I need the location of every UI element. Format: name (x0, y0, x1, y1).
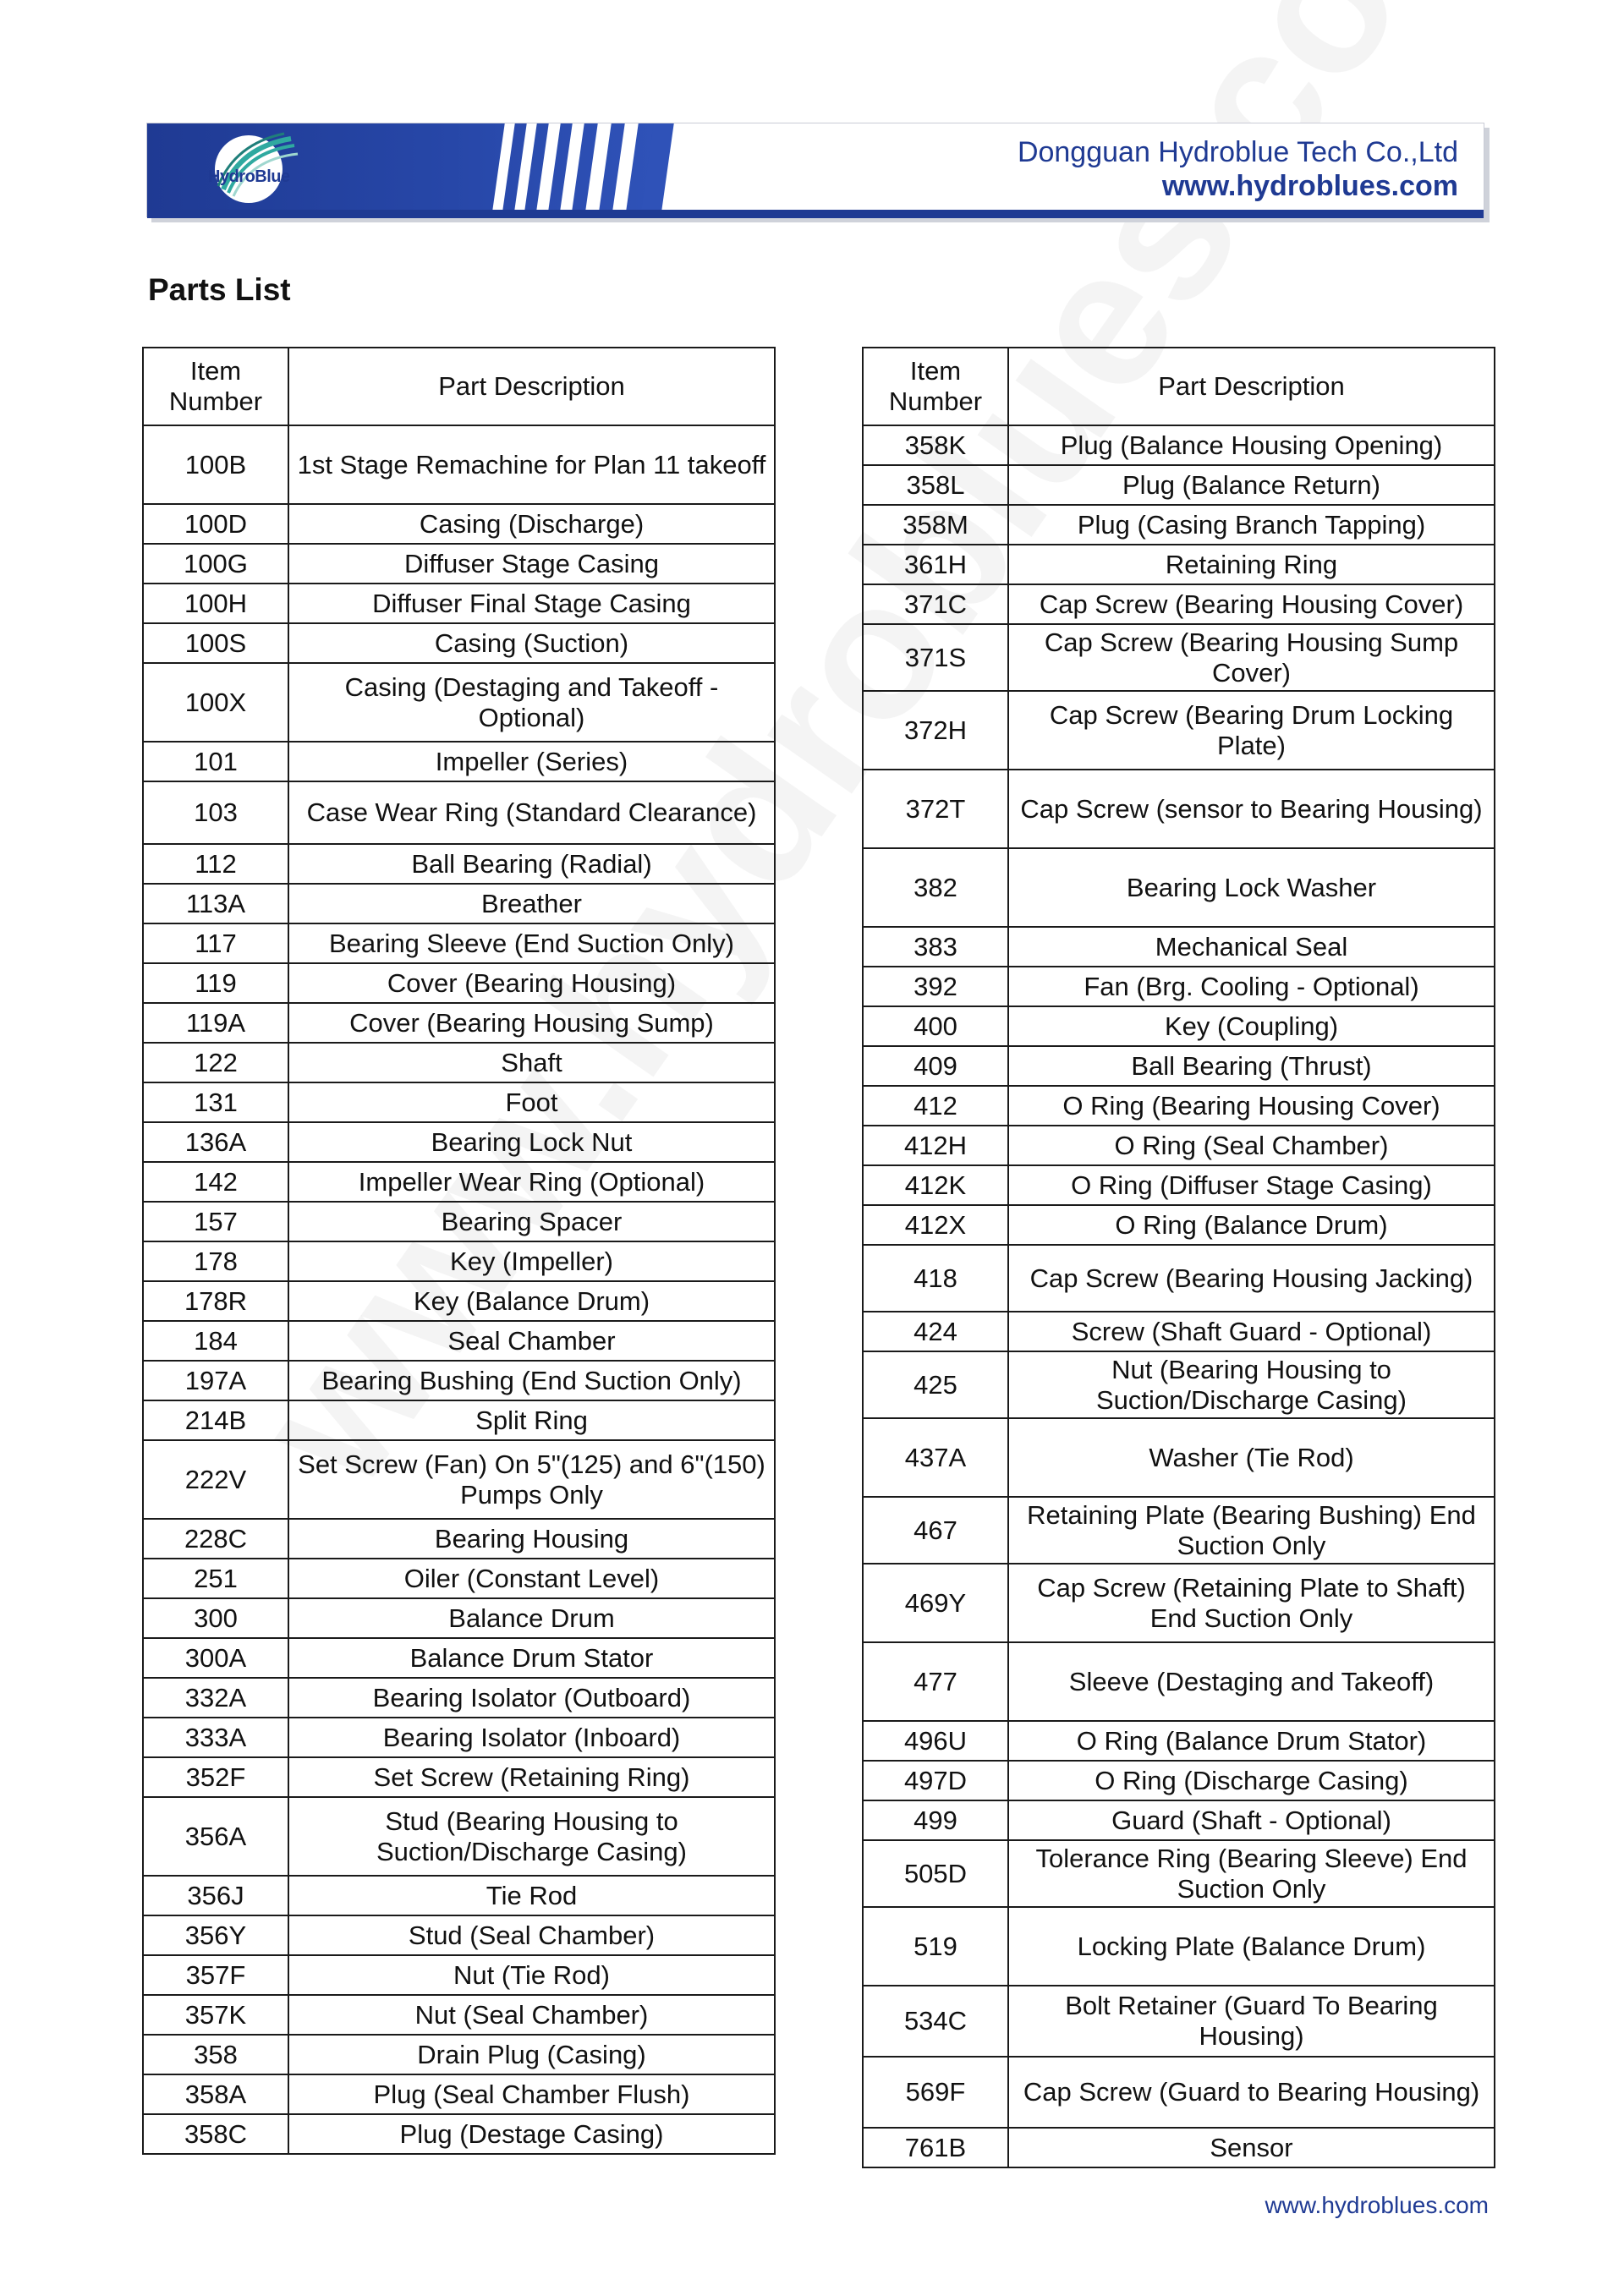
item-number-cell: 361H (863, 545, 1008, 584)
item-number-cell: 228C (143, 1519, 288, 1559)
part-description-cell: Cap Screw (Bearing Drum Locking Plate) (1008, 691, 1495, 770)
table-row (143, 1797, 775, 1876)
item-number-cell: 178 (143, 1241, 288, 1281)
table-row (143, 1082, 775, 1122)
parts-table-left (142, 347, 776, 2155)
item-number-header: Item Number (143, 348, 288, 425)
item-number-cell: 251 (143, 1559, 288, 1598)
item-number-cell: 100D (143, 504, 288, 544)
item-number-cell: 358K (863, 425, 1008, 465)
part-description-cell: O Ring (Balance Drum) (1008, 1205, 1495, 1245)
item-number-cell: 197A (143, 1361, 288, 1400)
item-number-cell: 534C (863, 1986, 1008, 2057)
part-description-cell: Bearing Lock Washer (1008, 848, 1495, 927)
parts-table-right-body (863, 425, 1495, 2167)
item-number-cell: 113A (143, 884, 288, 923)
item-number-cell: 424 (863, 1312, 1008, 1351)
part-description-cell: Bearing Lock Nut (288, 1122, 775, 1162)
table-row (863, 967, 1495, 1006)
table-row (863, 1840, 1495, 1907)
table-row (143, 584, 775, 623)
part-description-cell: Cap Screw (Bearing Housing Jacking) (1008, 1245, 1495, 1312)
table-row (143, 663, 775, 742)
table-row (143, 1361, 775, 1400)
table-header-row (143, 348, 775, 425)
table-row (863, 1006, 1495, 1046)
table-row (863, 1351, 1495, 1418)
part-description-cell: Sensor (1008, 2128, 1495, 2167)
item-number-cell: 214B (143, 1400, 288, 1440)
table-row (863, 1761, 1495, 1800)
part-description-cell: Drain Plug (Casing) (288, 2035, 775, 2074)
part-description-cell: Cap Screw (Guard to Bearing Housing) (1008, 2057, 1495, 2128)
part-description-cell: Bolt Retainer (Guard To Bearing Housing) (1008, 1986, 1495, 2057)
table-row (143, 742, 775, 781)
table-row (863, 1721, 1495, 1761)
table-row (863, 1564, 1495, 1642)
table-row (143, 2035, 775, 2074)
item-number-cell: 178R (143, 1281, 288, 1321)
part-description-cell: Nut (Seal Chamber) (288, 1995, 775, 2035)
part-description-cell: Shaft (288, 1043, 775, 1082)
parts-table-right (862, 347, 1495, 2168)
item-number-cell: 117 (143, 923, 288, 963)
item-number-cell: 400 (863, 1006, 1008, 1046)
item-number-cell: 761B (863, 2128, 1008, 2167)
table-row (863, 927, 1495, 967)
part-description-header: Part Description (1008, 348, 1495, 425)
table-row (143, 1876, 775, 1915)
table-row (143, 844, 775, 884)
item-number-cell: 519 (863, 1907, 1008, 1986)
item-number-cell: 300 (143, 1598, 288, 1638)
table-row (863, 1642, 1495, 1721)
part-description-cell: Seal Chamber (288, 1321, 775, 1361)
item-number-cell: 358M (863, 505, 1008, 545)
item-number-cell: 136A (143, 1122, 288, 1162)
table-header-row (863, 348, 1495, 425)
part-description-cell: Impeller Wear Ring (Optional) (288, 1162, 775, 1202)
item-number-cell: 100B (143, 425, 288, 504)
item-number-cell: 371C (863, 584, 1008, 624)
page-title: Parts List (148, 272, 291, 307)
table-row (863, 1986, 1495, 2057)
item-number-cell: 184 (143, 1321, 288, 1361)
part-description-cell: Plug (Balance Return) (1008, 465, 1495, 505)
table-row (863, 545, 1495, 584)
part-description-cell: Fan (Brg. Cooling - Optional) (1008, 967, 1495, 1006)
part-description-cell: Breather (288, 884, 775, 923)
table-row (143, 1440, 775, 1519)
table-row (143, 425, 775, 504)
part-description-cell: Bearing Isolator (Outboard) (288, 1678, 775, 1718)
item-number-cell: 131 (143, 1082, 288, 1122)
part-description-cell: Washer (Tie Rod) (1008, 1418, 1495, 1497)
banner-stripes (498, 123, 803, 216)
part-description-cell: Tolerance Ring (Bearing Sleeve) End Suction Only (1008, 1840, 1495, 1907)
part-description-cell: Balance Drum (288, 1598, 775, 1638)
part-description-cell: Foot (288, 1082, 775, 1122)
company-website: www.hydroblues.com (1161, 170, 1458, 202)
item-number-cell: 496U (863, 1721, 1008, 1761)
table-row (143, 1003, 775, 1043)
item-number-cell: 101 (143, 742, 288, 781)
part-description-cell: Cap Screw (Retaining Plate to Shaft) End Suction Only (1008, 1564, 1495, 1642)
table-row (143, 1519, 775, 1559)
item-number-cell: 352F (143, 1757, 288, 1797)
table-row (863, 425, 1495, 465)
part-description-cell: Stud (Bearing Housing to Suction/Discharge Casing) (288, 1797, 775, 1876)
part-description-cell: Case Wear Ring (Standard Clearance) (288, 781, 775, 844)
table-row (863, 2057, 1495, 2128)
part-description-cell: 1st Stage Remachine for Plan 11 takeoff (288, 425, 775, 504)
item-number-cell: 372T (863, 770, 1008, 848)
table-row (863, 1312, 1495, 1351)
item-number-cell: 409 (863, 1046, 1008, 1086)
table-row (143, 1241, 775, 1281)
part-description-cell: Cap Screw (Bearing Housing Cover) (1008, 584, 1495, 624)
part-description-cell: Sleeve (Destaging and Takeoff) (1008, 1642, 1495, 1721)
part-description-cell: Set Screw (Fan) On 5"(125) and 6"(150) Pumps Only (288, 1440, 775, 1519)
item-number-cell: 497D (863, 1761, 1008, 1800)
item-number-cell: 418 (863, 1245, 1008, 1312)
item-number-cell: 103 (143, 781, 288, 844)
item-number-cell: 382 (863, 848, 1008, 927)
part-description-cell: Key (Coupling) (1008, 1006, 1495, 1046)
table-row (143, 1757, 775, 1797)
part-description-cell: Oiler (Constant Level) (288, 1559, 775, 1598)
table-row (143, 1638, 775, 1678)
table-row (863, 465, 1495, 505)
item-number-cell: 157 (143, 1202, 288, 1241)
table-row (143, 1162, 775, 1202)
company-name: Dongguan Hydroblue Tech Co.,Ltd (1017, 136, 1458, 168)
item-number-cell: 505D (863, 1840, 1008, 1907)
item-number-cell: 100H (143, 584, 288, 623)
table-row (143, 1598, 775, 1638)
table-row (863, 1046, 1495, 1086)
part-description-cell: Plug (Casing Branch Tapping) (1008, 505, 1495, 545)
item-number-cell: 356Y (143, 1915, 288, 1955)
part-description-cell: O Ring (Diffuser Stage Casing) (1008, 1165, 1495, 1205)
item-number-cell: 357F (143, 1955, 288, 1995)
part-description-cell: Mechanical Seal (1008, 927, 1495, 967)
part-description-cell: Casing (Discharge) (288, 504, 775, 544)
part-description-cell: Bearing Isolator (Inboard) (288, 1718, 775, 1757)
item-number-cell: 112 (143, 844, 288, 884)
part-description-cell: Key (Impeller) (288, 1241, 775, 1281)
table-row (143, 781, 775, 844)
table-row (143, 623, 775, 663)
part-description-cell: Diffuser Final Stage Casing (288, 584, 775, 623)
part-description-cell: Bearing Bushing (End Suction Only) (288, 1361, 775, 1400)
item-number-cell: 100G (143, 544, 288, 584)
table-row (863, 1165, 1495, 1205)
item-number-cell: 142 (143, 1162, 288, 1202)
part-description-cell: Locking Plate (Balance Drum) (1008, 1907, 1495, 1986)
item-number-cell: 412 (863, 1086, 1008, 1126)
item-number-cell: 412X (863, 1205, 1008, 1245)
item-number-cell: 477 (863, 1642, 1008, 1721)
table-row (863, 848, 1495, 927)
table-row (143, 1202, 775, 1241)
item-number-cell: 372H (863, 691, 1008, 770)
table-row (143, 1400, 775, 1440)
table-row (863, 1418, 1495, 1497)
table-row (143, 1043, 775, 1082)
table-row (143, 2074, 775, 2114)
item-number-cell: 333A (143, 1718, 288, 1757)
table-row (143, 884, 775, 923)
table-row (143, 1281, 775, 1321)
item-number-cell: 100S (143, 623, 288, 663)
table-row (863, 505, 1495, 545)
item-number-cell: 119A (143, 1003, 288, 1043)
item-number-cell: 467 (863, 1497, 1008, 1564)
item-number-cell: 332A (143, 1678, 288, 1718)
table-row (863, 1245, 1495, 1312)
item-number-cell: 357K (143, 1995, 288, 2035)
item-number-header: Item Number (863, 348, 1008, 425)
part-description-cell: Bearing Housing (288, 1519, 775, 1559)
table-row (143, 1559, 775, 1598)
part-description-cell: Cover (Bearing Housing Sump) (288, 1003, 775, 1043)
part-description-cell: Cover (Bearing Housing) (288, 963, 775, 1003)
item-number-cell: 469Y (863, 1564, 1008, 1642)
item-number-cell: 437A (863, 1418, 1008, 1497)
part-description-cell: Cap Screw (sensor to Bearing Housing) (1008, 770, 1495, 848)
table-row (863, 624, 1495, 691)
part-description-cell: Set Screw (Retaining Ring) (288, 1757, 775, 1797)
part-description-cell: O Ring (Discharge Casing) (1008, 1761, 1495, 1800)
table-row (863, 2128, 1495, 2167)
table-row (143, 1915, 775, 1955)
part-description-cell: Bearing Spacer (288, 1202, 775, 1241)
item-number-cell: 383 (863, 927, 1008, 967)
table-row (143, 1122, 775, 1162)
part-description-cell: Nut (Tie Rod) (288, 1955, 775, 1995)
table-row (863, 1907, 1495, 1986)
table-row (143, 1321, 775, 1361)
part-description-cell: Ball Bearing (Radial) (288, 844, 775, 884)
item-number-cell: 222V (143, 1440, 288, 1519)
part-description-cell: Key (Balance Drum) (288, 1281, 775, 1321)
part-description-cell: Retaining Plate (Bearing Bushing) End Suction Only (1008, 1497, 1495, 1564)
item-number-cell: 412H (863, 1126, 1008, 1165)
item-number-cell: 371S (863, 624, 1008, 691)
table-row (143, 504, 775, 544)
part-description-cell: Bearing Sleeve (End Suction Only) (288, 923, 775, 963)
table-row (143, 1955, 775, 1995)
item-number-cell: 392 (863, 967, 1008, 1006)
part-description-cell: O Ring (Bearing Housing Cover) (1008, 1086, 1495, 1126)
banner-underline (147, 210, 1484, 218)
table-row (143, 2114, 775, 2154)
company-info (1018, 135, 1458, 203)
part-description-cell: Impeller (Series) (288, 742, 775, 781)
item-number-cell: 100X (143, 663, 288, 742)
table-row (863, 1126, 1495, 1165)
table-row (143, 963, 775, 1003)
item-number-cell: 358C (143, 2114, 288, 2154)
part-description-cell: Casing (Destaging and Takeoff - Optional) (288, 663, 775, 742)
table-row (863, 1800, 1495, 1840)
part-description-cell: Plug (Destage Casing) (288, 2114, 775, 2154)
table-row (863, 584, 1495, 624)
part-description-cell: Ball Bearing (Thrust) (1008, 1046, 1495, 1086)
part-description-cell: Guard (Shaft - Optional) (1008, 1800, 1495, 1840)
item-number-cell: 356A (143, 1797, 288, 1876)
part-description-cell: Nut (Bearing Housing to Suction/Discharge Casing) (1008, 1351, 1495, 1418)
part-description-cell: O Ring (Seal Chamber) (1008, 1126, 1495, 1165)
table-row (143, 1995, 775, 2035)
table-row (143, 544, 775, 584)
part-description-cell: Plug (Seal Chamber Flush) (288, 2074, 775, 2114)
table-row (143, 1678, 775, 1718)
part-description-cell: Stud (Seal Chamber) (288, 1915, 775, 1955)
item-number-cell: 412K (863, 1165, 1008, 1205)
part-description-cell: Split Ring (288, 1400, 775, 1440)
part-description-cell: Retaining Ring (1008, 545, 1495, 584)
item-number-cell: 119 (143, 963, 288, 1003)
table-row (863, 770, 1495, 848)
logo-text: HydroBlue (208, 167, 290, 186)
item-number-cell: 358L (863, 465, 1008, 505)
item-number-cell: 569F (863, 2057, 1008, 2128)
table-row (143, 923, 775, 963)
table-row (863, 1497, 1495, 1564)
item-number-cell: 358A (143, 2074, 288, 2114)
part-description-cell: Plug (Balance Housing Opening) (1008, 425, 1495, 465)
table-row (863, 691, 1495, 770)
item-number-cell: 425 (863, 1351, 1008, 1418)
part-description-cell: Balance Drum Stator (288, 1638, 775, 1678)
table-row (143, 1718, 775, 1757)
part-description-header: Part Description (288, 348, 775, 425)
item-number-cell: 356J (143, 1876, 288, 1915)
item-number-cell: 358 (143, 2035, 288, 2074)
part-description-cell: O Ring (Balance Drum Stator) (1008, 1721, 1495, 1761)
part-description-cell: Screw (Shaft Guard - Optional) (1008, 1312, 1495, 1351)
part-description-cell: Tie Rod (288, 1876, 775, 1915)
item-number-cell: 122 (143, 1043, 288, 1082)
item-number-cell: 499 (863, 1800, 1008, 1840)
part-description-cell: Casing (Suction) (288, 623, 775, 663)
header-banner (146, 123, 1484, 217)
parts-table-left-body (143, 425, 775, 2154)
table-row (863, 1205, 1495, 1245)
table-row (863, 1086, 1495, 1126)
item-number-cell: 300A (143, 1638, 288, 1678)
part-description-cell: Cap Screw (Bearing Housing Sump Cover) (1008, 624, 1495, 691)
footer-website: www.hydroblues.com (1265, 2192, 1489, 2218)
part-description-cell: Diffuser Stage Casing (288, 544, 775, 584)
